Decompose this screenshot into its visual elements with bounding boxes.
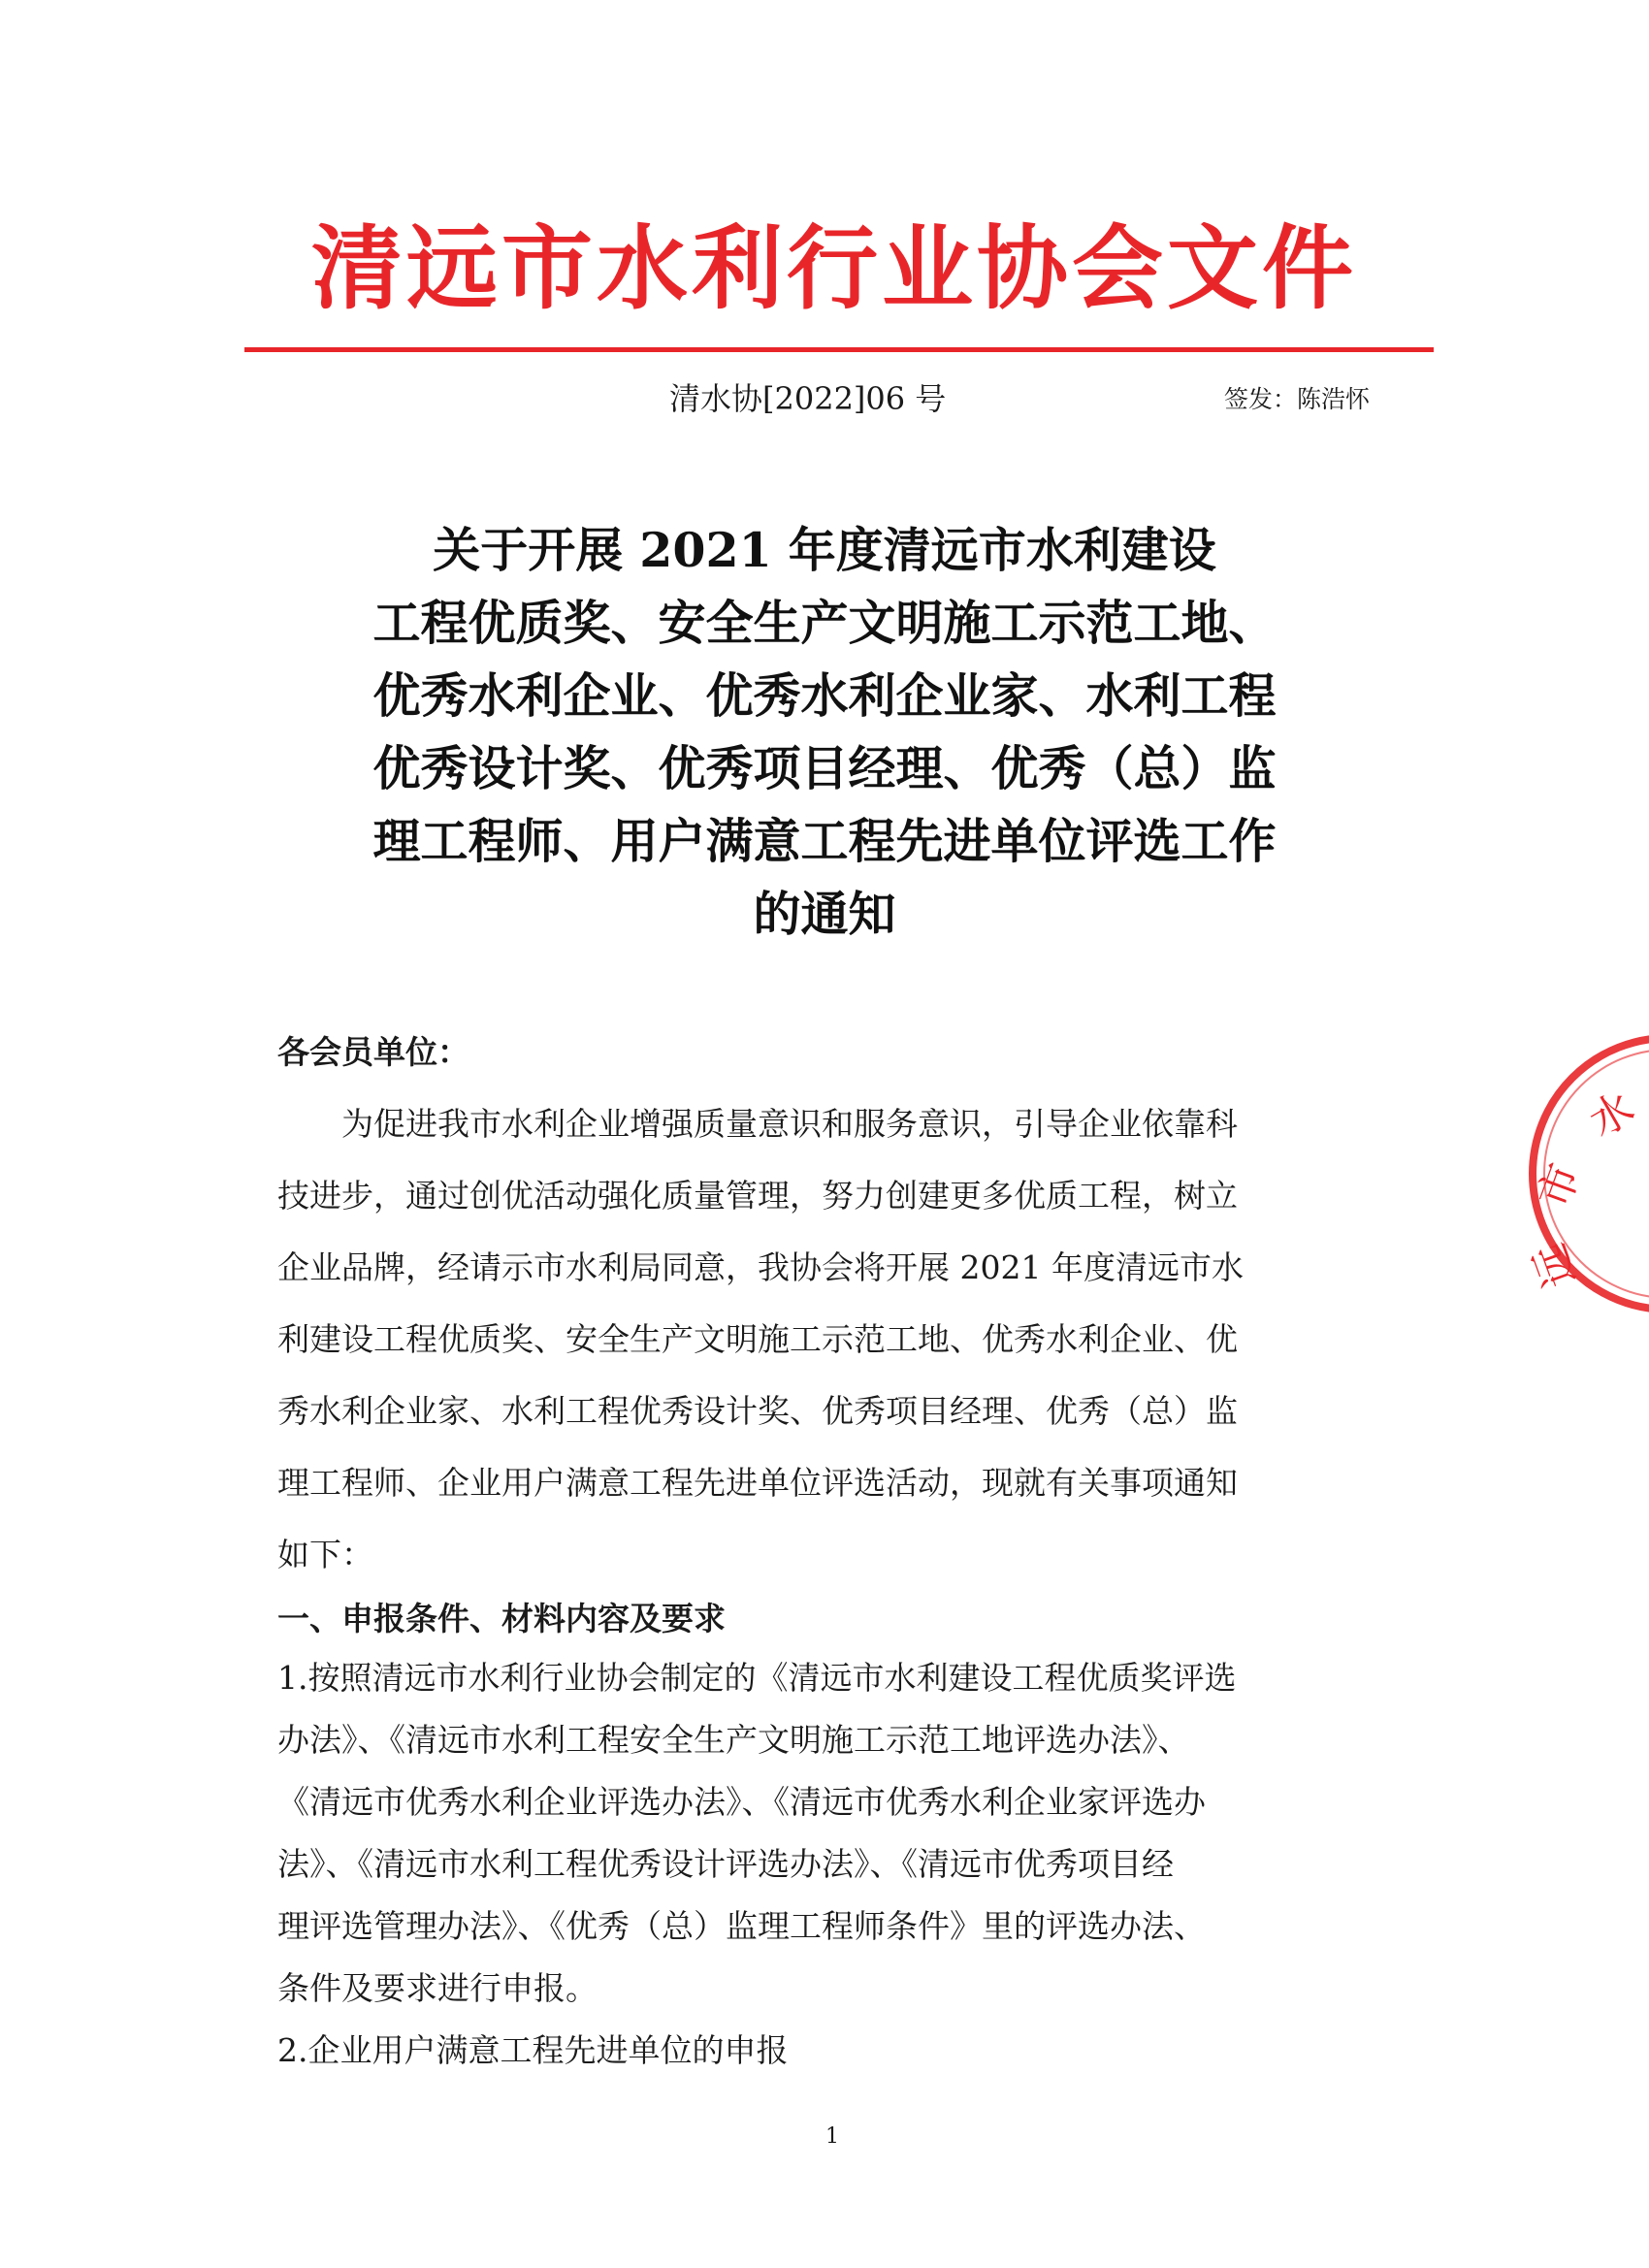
- title-line: 的通知: [753, 886, 896, 942]
- intro-line: 企业品牌，经请示市水利局同意，我协会将开展 2021 年度清远市水: [277, 1248, 1244, 1286]
- notice-body: [277, 1017, 1403, 2082]
- title-line: 关于开展 2021 年度清远市水利建设: [433, 522, 1216, 578]
- item-line: 理评选管理办法》、《优秀（总）监理工程师条件》里的评选办法、: [277, 1907, 1206, 1945]
- item-line: 《清远市优秀水利企业评选办法》、《清远市优秀水利企业家评选办: [277, 1783, 1206, 1821]
- section-heading: 一、申报条件、材料内容及要求: [277, 1600, 726, 1637]
- title-line: 优秀设计奖、优秀项目经理、优秀（总）监: [372, 740, 1277, 796]
- intro-line: 如下：: [277, 1536, 373, 1573]
- notice-title: [233, 514, 1416, 951]
- salutation: 各会员单位：: [277, 1033, 469, 1071]
- svg-text:市: 市: [1529, 1156, 1591, 1215]
- document-number: 清水协[2022]06 号: [669, 380, 947, 417]
- item-line: 法》、《清远市水利工程优秀设计评选办法》、《清远市优秀项目经: [277, 1845, 1174, 1883]
- letterhead-red-rule: [244, 347, 1434, 352]
- intro-line: 利建设工程优质奖、安全生产文明施工示范工地、优秀水利企业、优: [277, 1320, 1238, 1358]
- svg-text:远: 远: [1524, 1236, 1586, 1294]
- signer-line: 签发：陈浩怀: [1224, 385, 1371, 413]
- item-line: 办法》、《清远市水利工程安全生产文明施工示范工地评选办法》、: [277, 1721, 1190, 1759]
- item-line: 2.企业用户满意工程先进单位的申报: [277, 2031, 789, 2069]
- title-line: 优秀水利企业、优秀水利企业家、水利工程: [372, 667, 1277, 724]
- intro-line: 理工程师、企业用户满意工程先进单位评选活动，现就有关事项通知: [277, 1464, 1238, 1502]
- item-line: 1.按照清远市水利行业协会制定的《清远市水利建设工程优质奖评选: [277, 1659, 1237, 1697]
- letterhead-title: 清远市水利行业协会文件: [310, 216, 1357, 322]
- title-line: 理工程师、用户满意工程先进单位评选工作: [372, 813, 1277, 869]
- title-line: 工程优质奖、安全生产文明施工示范工地、: [372, 595, 1277, 651]
- item-line: 条件及要求进行申报。: [277, 1969, 598, 2007]
- official-seal-stamp: [1505, 1026, 1649, 1327]
- intro-line: 为促进我市水利企业增强质量意识和服务意识，引导企业依靠科: [341, 1105, 1238, 1143]
- svg-text:水: 水: [1581, 1083, 1643, 1148]
- page-number: 1: [825, 2124, 839, 2149]
- intro-line: 技进步，通过创优活动强化质量管理，努力创建更多优质工程，树立: [277, 1177, 1238, 1215]
- intro-line: 秀水利企业家、水利工程优秀设计奖、优秀项目经理、优秀（总）监: [277, 1392, 1238, 1430]
